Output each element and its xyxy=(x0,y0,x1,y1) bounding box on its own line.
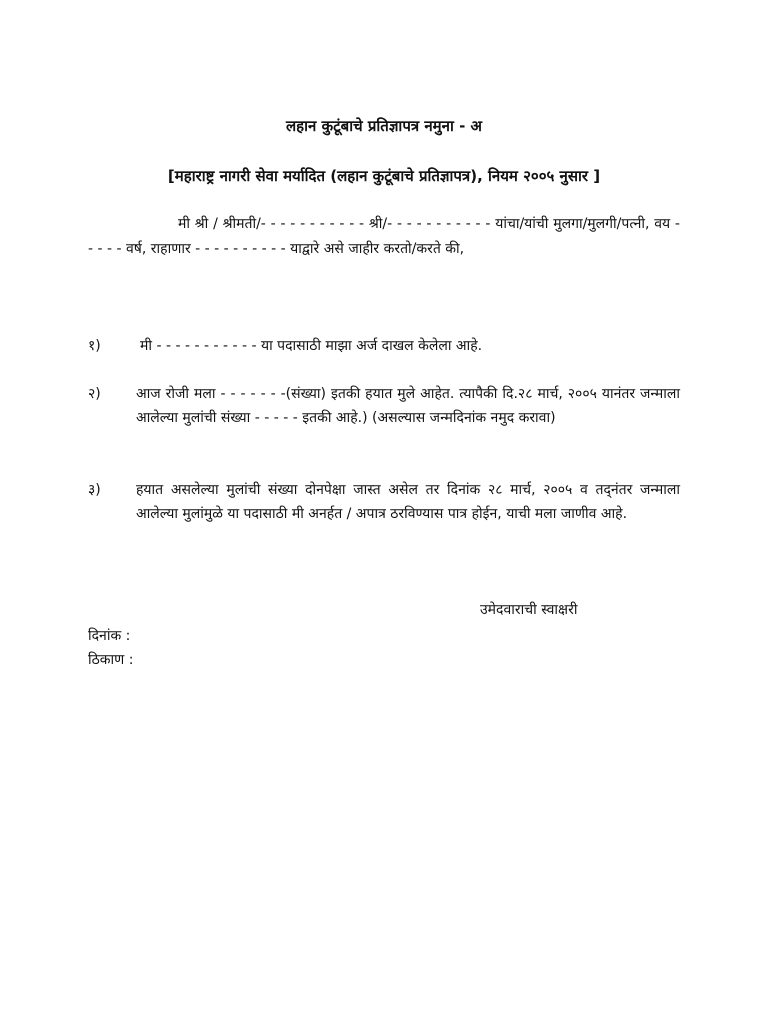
list-item-text: आज रोजी मला - - - - - - -(संख्या) इतकी हयात मुले आहेत. त्यापैकी दि.२८ मार्च, २००५ यानंतर जन्माला आलेल्या मुलांची संख्या - - - - - इतकी आहे.) (असल्यास जन्मदिनांक नमुद करावा) xyxy=(136,386,680,426)
list-item-number: ३) xyxy=(88,482,101,498)
list-item-number: १) xyxy=(88,338,101,354)
list-item-number: २) xyxy=(88,386,101,402)
place-label: ठिकाण : xyxy=(88,652,134,668)
intro-text: मी श्री / श्रीमती/- - - - - - - - - - - श्री/- - - - - - - - - - - यांचा/यांची मुलगा/मुलगी/पत्नी, वय - - - - - वर्ष, राहाणार - - - - - - - - - - याद्वारे असे जाहीर करतो/करते की, xyxy=(88,216,680,257)
signature-label: उमेदवाराची स्वाक्षरी xyxy=(480,602,578,618)
list-item-text: हयात असलेल्या मुलांची संख्या दोनपेक्षा जास्त असेल तर दिनांक २८ मार्च, २००५ व तद्नंतर जन्माला आलेल्या मुलांमुळे या पदासाठी मी अनर्हत / अपात्र ठरविण्यास पात्र होईन, याची मला जाणीव आहे. xyxy=(136,482,680,522)
list-item xyxy=(88,478,680,526)
date-label: दिनांक : xyxy=(88,628,131,644)
document-title: लहान कुटूंबाचे प्रतिज्ञापत्र नमुना - अ xyxy=(286,117,482,135)
list-item xyxy=(88,382,680,430)
list-item-text: मी - - - - - - - - - - - या पदासाठी माझा अर्ज दाखल केलेला आहे. xyxy=(140,338,483,354)
document-subtitle: [महाराष्ट्र नागरी सेवा मर्यादित (लहान कुटूंबाचे प्रतिज्ञापत्र), नियम २००५ नुसार ] xyxy=(167,167,601,185)
list-item xyxy=(88,334,680,358)
intro-paragraph xyxy=(88,212,680,262)
